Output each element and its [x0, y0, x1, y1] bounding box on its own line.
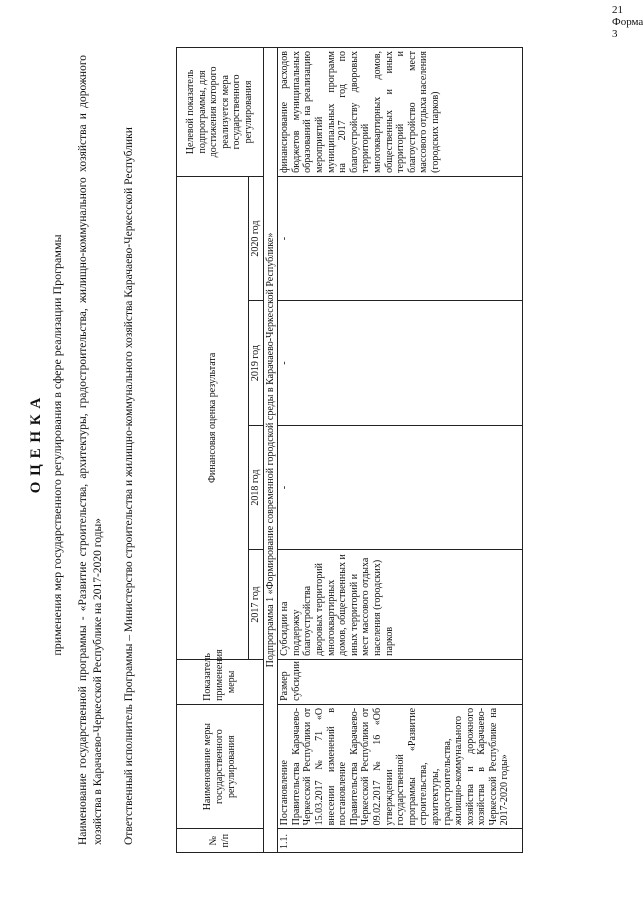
subprogram-row: Подпрограмма 1 «Формирование современной городской среды в Карачаево-Черкесской Республике»: [263, 48, 278, 853]
row-num: 1.1.: [278, 829, 523, 853]
form-label: Форма 3: [612, 16, 643, 40]
header-year-2019: 2019 год: [249, 301, 264, 426]
row-2018: -: [278, 425, 523, 550]
program-name-line: Наименование государственной программы - «Развитие строительства, архитектуры, градостроительства, жилищно-коммунального хозяйства и дорожного хозяйства в Карачаево-Черкесской Республике на 2017-2020 годы»: [77, 55, 104, 845]
header-target: Целевой показатель подпрограммы, для достижения которого реализуется мера государственного регулирования: [177, 48, 264, 177]
header-year-2018: 2018 год: [249, 425, 264, 550]
row-2019: -: [278, 301, 523, 426]
executor-line: Ответственный исполнитель Программы – Министерство строительства и жилищно-коммунального хозяйства Карачаево-Черкесской Республики: [123, 127, 135, 845]
row-2017: Субсидии на поддержку благоустройства дворовых территорий многоквартирных домов, общественных и иных территорий и мест массового отдыха населения (городских) парков: [278, 550, 523, 659]
document-title: О Ц Е Н К А: [28, 396, 44, 494]
document-subtitle: применения мер государственного регулирования в сфере реализации Программы: [50, 234, 64, 656]
regulation-table: [176, 47, 523, 853]
header-year-2017: 2017 год: [249, 550, 264, 659]
row-indicator: Размер субсидии: [278, 659, 523, 704]
header-indicator: Показатель применения меры: [177, 659, 264, 704]
row-measure: Постановление Правительства Карачаево-Черкесской Республики от 15.03.2017 № 71 «О внесении изменений в постановление Правительства Карачаево-Черкесской Республики от 09.02.2017 № 16 «Об утверждении государственной программы «Развитие строительства, архитектуры, градостроительства, жилищно-коммунального хозяйства и дорожного хозяйства в Карачаево-Черкесской Республике на 2017-2020 годы»: [278, 704, 523, 829]
row-2020: -: [278, 176, 523, 301]
header-financial: Финансовая оценка результата: [177, 176, 249, 659]
table-row: [278, 48, 523, 853]
page-number: 21: [612, 4, 623, 16]
header-num: № п/п: [177, 829, 264, 853]
row-target: финансирование расходов бюджетов муниципальных образований на реализацию мероприятий муниципальных программ на 2017 год по благоустройству дворовых территорий многоквартирных домов, общественных и иных территорий и благоустройство мест массового отдыха населения (городских парков): [278, 48, 523, 177]
header-measure: Наименование меры государственного регулирования: [177, 704, 264, 829]
header-year-2020: 2020 год: [249, 176, 264, 301]
